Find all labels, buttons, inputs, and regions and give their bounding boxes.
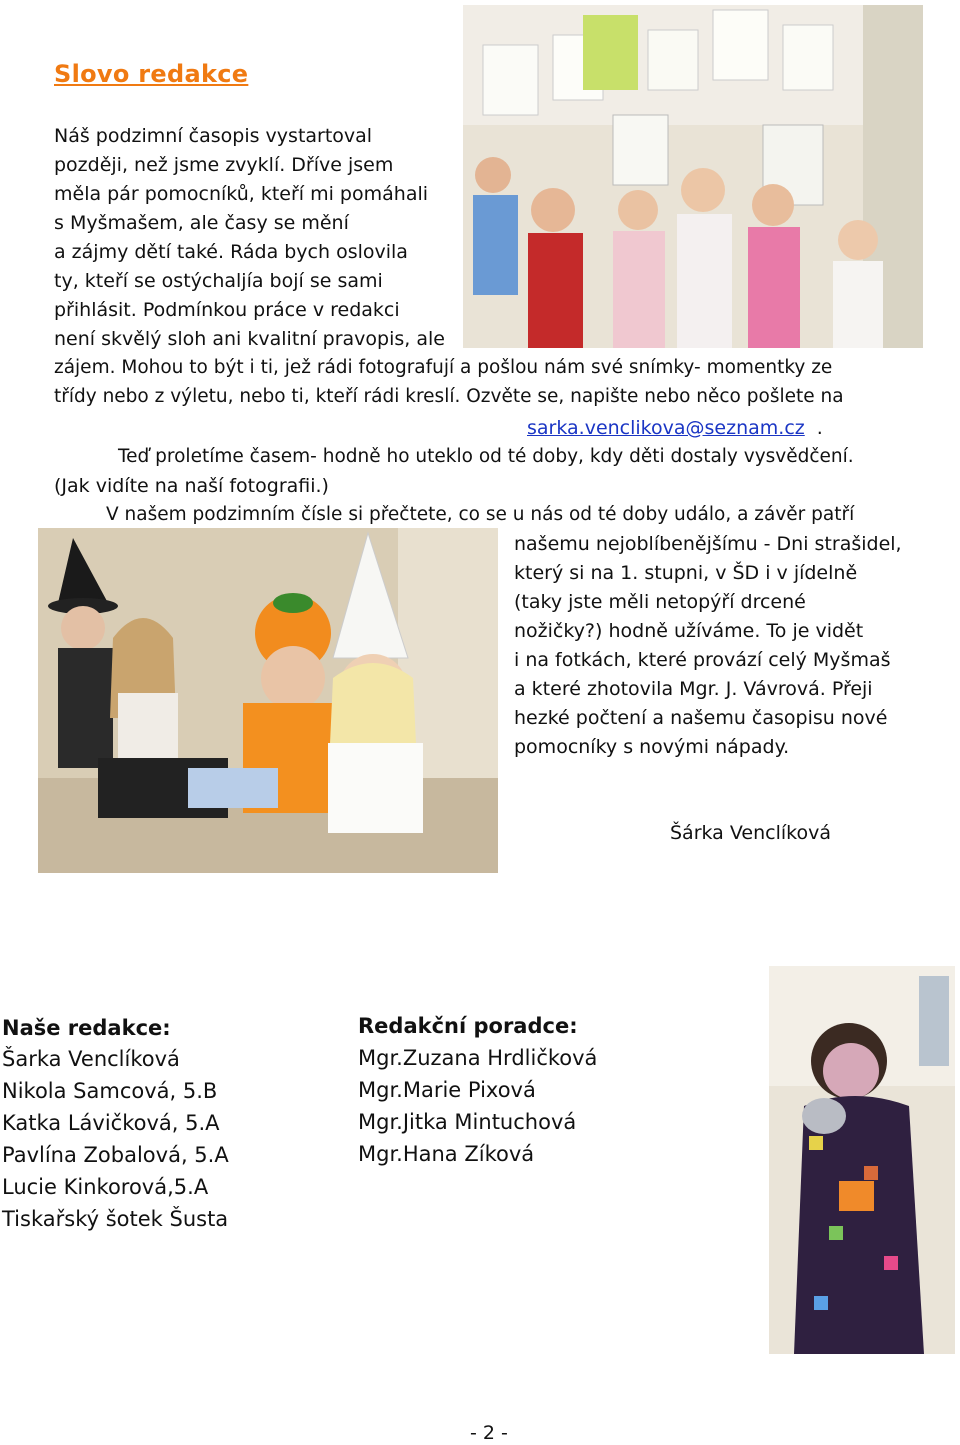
team-member: Nikola Samcová, 5.B <box>2 1079 218 1103</box>
intro-line: měla pár pomocníků, kteří mi pomáhali <box>54 183 429 205</box>
body-line: nožičky?) hodně užíváme. To je vidět <box>514 620 864 642</box>
intro-line: později, než jsme zvyklí. Dříve jsem <box>54 154 394 176</box>
girl-costume-photo <box>769 966 955 1354</box>
body-line: který si na 1. stupni, v ŠD i v jídelně <box>514 562 858 584</box>
body-line: (Jak vidíte na naší fotografii.) <box>54 475 329 497</box>
body-line: a které zhotovila Mgr. J. Vávrová. Přeji <box>514 678 873 700</box>
team-member: Tiskařský šotek Šusta <box>2 1207 229 1231</box>
email-link[interactable]: sarka.venclikova@seznam.cz <box>527 417 805 439</box>
advisor: Mgr.Hana Zíková <box>358 1142 535 1166</box>
team-member: Katka Lávičková, 5.A <box>2 1111 220 1135</box>
class-certificates-photo <box>463 5 923 348</box>
intro-line: není skvělý sloh ani kvalitní pravopis, ale <box>54 328 445 350</box>
body-line: V našem podzimním čísle si přečtete, co se u nás od té doby událo, a závěr patří <box>106 504 855 525</box>
signature: Šárka Venclíková <box>670 822 831 844</box>
team-member: Lucie Kinkorová,5.A <box>2 1175 209 1199</box>
body-line: hezké počtení a našemu časopisu nové <box>514 707 888 729</box>
advisors-heading: Redakční poradce: <box>358 1014 578 1038</box>
advisor: Mgr.Zuzana Hrdličková <box>358 1046 598 1070</box>
page-number: - 2 - <box>470 1422 508 1444</box>
team-member: Šarka Venclíková <box>2 1047 180 1071</box>
intro-line: s Myšmašem, ale časy se mění <box>54 212 349 234</box>
intro-line: Náš podzimní časopis vystartoval <box>54 125 373 147</box>
body-line: pomocníky s novými nápady. <box>514 736 790 758</box>
team-heading: Naše redakce: <box>2 1016 171 1040</box>
body-line: Teď proletíme časem- hodně ho uteklo od té doby, kdy děti dostaly vysvědčení. <box>118 446 854 467</box>
advisor: Mgr.Jitka Mintuchová <box>358 1110 577 1134</box>
email-punctuation: . <box>816 417 823 439</box>
body-line: našemu nejoblíbenějšímu - Dni strašidel, <box>514 533 902 555</box>
advisor: Mgr.Marie Pixová <box>358 1078 536 1102</box>
email-line <box>527 416 823 440</box>
intro-line: přihlásit. Podmínkou práce v redakci <box>54 299 400 321</box>
body-line: třídy nebo z výletu, nebo ti, kteří rádi kreslí. Ozvěte se, napište nebo něco pošlete na <box>54 386 844 407</box>
intro-line: ty, kteří se ostýchaljía bojí se sami <box>54 270 383 292</box>
page-title: Slovo redakce <box>54 60 249 88</box>
intro-line: a zájmy dětí také. Ráda bych oslovila <box>54 241 408 263</box>
halloween-costumes-photo <box>38 528 498 873</box>
body-line: (taky jste měli netopýří drcené <box>514 591 806 613</box>
body-line: i na fotkách, které provází celý Myšmaš <box>514 649 891 671</box>
team-member: Pavlína Zobalová, 5.A <box>2 1143 229 1167</box>
body-line: zájem. Mohou to být i ti, jež rádi fotografují a pošlou nám své snímky- momentky ze <box>54 357 833 378</box>
